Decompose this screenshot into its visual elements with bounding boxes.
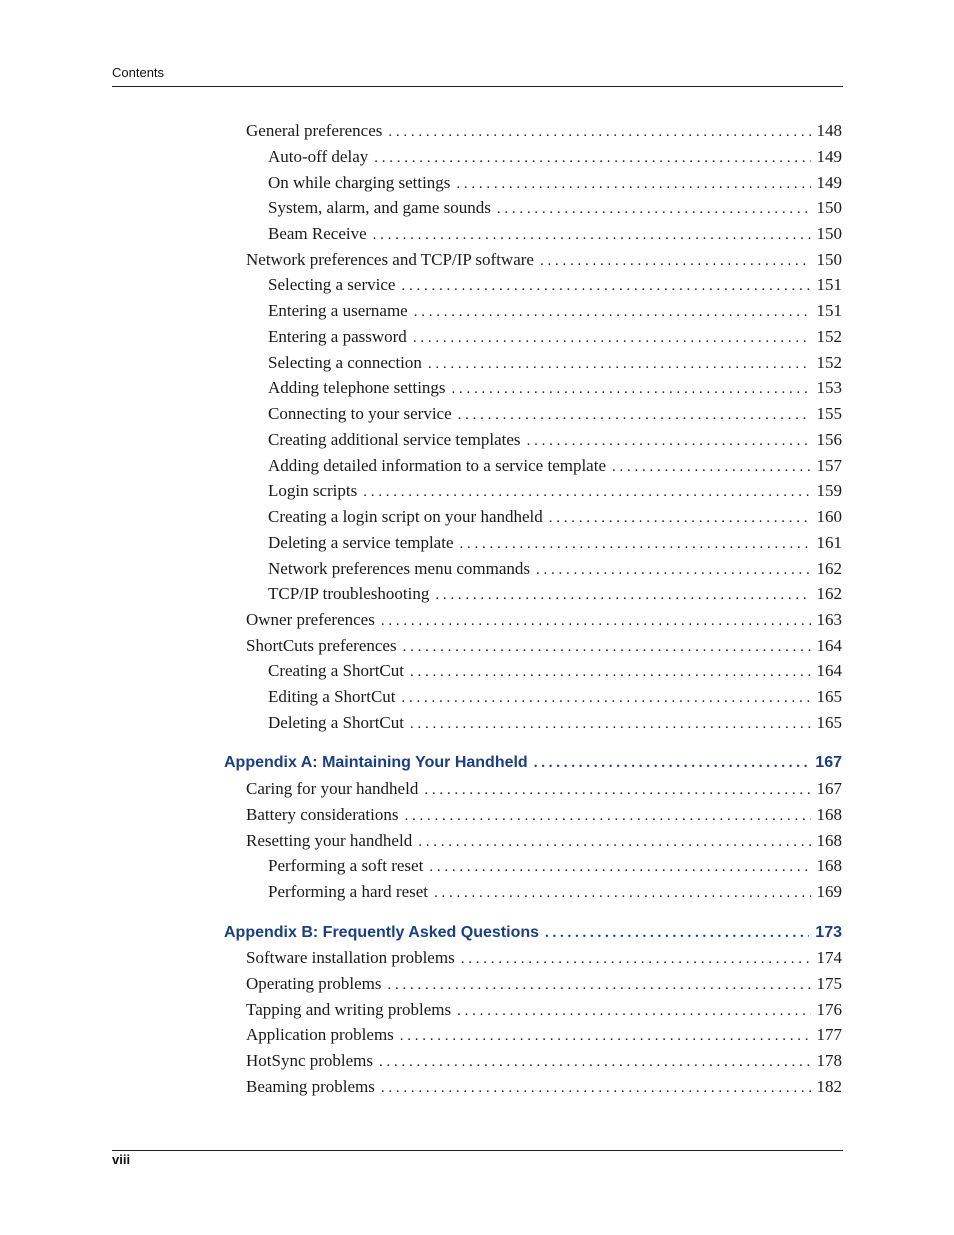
toc-entry[interactable] <box>268 403 842 425</box>
dot-leader <box>456 173 810 195</box>
toc-entry[interactable] <box>246 635 842 657</box>
dot-leader <box>434 882 810 904</box>
toc-entry[interactable] <box>268 686 842 708</box>
dot-leader <box>414 301 811 323</box>
dot-leader <box>401 275 810 297</box>
toc-entry-title: Caring for your handheld <box>246 779 419 798</box>
toc-entry-title: Appendix A: Maintaining Your Handheld <box>224 754 528 771</box>
toc-entry-title: Network preferences and TCP/IP software <box>246 250 534 269</box>
dot-leader <box>418 831 810 853</box>
toc-entry-page: 168 <box>816 831 842 850</box>
toc-entry-title: System, alarm, and game sounds <box>268 198 491 217</box>
dot-leader <box>403 636 811 658</box>
toc-entry-title: Appendix B: Frequently Asked Questions <box>224 924 540 941</box>
toc-entry-title: Selecting a service <box>268 275 396 294</box>
toc-entry-title: Auto-off delay <box>268 147 369 166</box>
toc-entry[interactable] <box>246 947 842 969</box>
dot-leader <box>363 481 810 503</box>
toc-entry-page: 165 <box>816 687 842 706</box>
toc-entry-page: 164 <box>816 661 842 680</box>
toc-entry-page: 162 <box>816 584 842 603</box>
toc-entry-page: 157 <box>816 456 842 475</box>
toc-entry-page: 149 <box>816 173 842 192</box>
toc-entry[interactable] <box>246 1050 842 1072</box>
toc-entry-title: TCP/IP troubleshooting <box>268 584 430 603</box>
toc-entry-page: 176 <box>816 1000 842 1019</box>
toc-entry[interactable] <box>246 973 842 995</box>
dot-leader <box>410 713 811 735</box>
toc-entry-title: Creating a ShortCut <box>268 661 404 680</box>
dot-leader <box>381 1077 811 1099</box>
toc-entry[interactable] <box>268 660 842 682</box>
toc-entry-page: 177 <box>816 1025 842 1044</box>
toc-entry-title: Beam Receive <box>268 224 367 243</box>
toc-entry[interactable] <box>268 172 842 194</box>
dot-leader <box>373 224 811 246</box>
toc-entry[interactable] <box>268 274 842 296</box>
toc-appendix-heading[interactable] <box>224 922 842 944</box>
toc-entry-page: 161 <box>816 533 842 552</box>
toc-entry[interactable] <box>246 830 842 852</box>
dot-leader <box>435 584 810 606</box>
toc-entry-title: Deleting a ShortCut <box>268 713 404 732</box>
toc-entry[interactable] <box>246 778 842 800</box>
toc-appendix-heading[interactable] <box>224 752 842 774</box>
toc-entry-title: Creating additional service templates <box>268 430 521 449</box>
toc-entry[interactable] <box>268 146 842 168</box>
toc-entry-page: 182 <box>816 1077 842 1096</box>
toc-entry[interactable] <box>268 352 842 374</box>
toc-entry-title: Software installation problems <box>246 948 455 967</box>
toc-entry-page: 150 <box>816 224 842 243</box>
toc-entry-page: 169 <box>816 882 842 901</box>
toc-entry-page: 167 <box>816 779 842 798</box>
toc-entry-title: Performing a soft reset <box>268 856 424 875</box>
toc-entry-title: Adding detailed information to a service template <box>268 456 606 475</box>
dot-leader <box>549 507 811 529</box>
toc-entry-title: Resetting your handheld <box>246 831 413 850</box>
toc-entry-page: 167 <box>815 754 842 771</box>
toc-entry[interactable] <box>246 1024 842 1046</box>
footer-rule <box>112 1150 843 1151</box>
toc-entry-page: 160 <box>816 507 842 526</box>
toc-entry-page: 156 <box>816 430 842 449</box>
toc-entry-page: 152 <box>816 327 842 346</box>
toc-entry-title: ShortCuts preferences <box>246 636 397 655</box>
toc-entry[interactable] <box>246 999 842 1021</box>
dot-leader <box>410 661 811 683</box>
toc-entry-page: 173 <box>815 924 842 941</box>
toc-entry-page: 165 <box>816 713 842 732</box>
toc-entry[interactable] <box>246 120 842 142</box>
dot-leader <box>379 1051 810 1073</box>
toc-entry[interactable] <box>268 712 842 734</box>
toc-entry-page: 175 <box>816 974 842 993</box>
toc-entry-title: Creating a login script on your handheld <box>268 507 543 526</box>
dot-leader <box>458 404 811 426</box>
dot-leader <box>460 533 811 555</box>
toc-entry[interactable] <box>268 223 842 245</box>
toc-entry-page: 163 <box>816 610 842 629</box>
header-rule <box>112 86 843 87</box>
toc-entry[interactable] <box>268 881 842 903</box>
toc-entry[interactable] <box>268 326 842 348</box>
dot-leader <box>497 198 811 220</box>
toc-entry-title: Adding telephone settings <box>268 378 446 397</box>
toc-entry-page: 151 <box>816 275 842 294</box>
toc-entry-title: Entering a password <box>268 327 407 346</box>
toc-entry-page: 148 <box>816 121 842 140</box>
dot-leader <box>429 856 810 878</box>
dot-leader <box>536 559 811 581</box>
dot-leader <box>527 430 811 452</box>
toc-entry-title: HotSync problems <box>246 1051 374 1070</box>
page-number: viii <box>112 1152 131 1167</box>
toc-entry-page: 168 <box>816 805 842 824</box>
toc-entry-title: Deleting a service template <box>268 533 454 552</box>
dot-leader <box>612 456 811 478</box>
dot-leader <box>400 1025 811 1047</box>
toc-entry-page: 150 <box>816 250 842 269</box>
dot-leader <box>388 121 810 143</box>
toc-entry-page: 164 <box>816 636 842 655</box>
toc-entry[interactable] <box>268 429 842 451</box>
toc-entry[interactable] <box>268 455 842 477</box>
toc-entry[interactable] <box>268 300 842 322</box>
toc-entry-page: 149 <box>816 147 842 166</box>
toc-entry[interactable] <box>246 804 842 826</box>
dot-leader <box>545 922 809 944</box>
toc-entry-title: Application problems <box>246 1025 394 1044</box>
toc-entry-title: Selecting a connection <box>268 353 422 372</box>
dot-leader <box>381 610 811 632</box>
toc-entry-title: Battery considerations <box>246 805 399 824</box>
toc-entry-title: Operating problems <box>246 974 382 993</box>
toc-entry[interactable] <box>246 249 842 271</box>
toc-entry-title: Entering a username <box>268 301 408 320</box>
dot-leader <box>452 378 811 400</box>
toc-entry-page: 155 <box>816 404 842 423</box>
toc-entry[interactable] <box>246 1076 842 1098</box>
dot-leader <box>374 147 810 169</box>
dot-leader <box>534 752 810 774</box>
toc-entry[interactable] <box>268 197 842 219</box>
toc-entry-page: 178 <box>816 1051 842 1070</box>
dot-leader <box>402 687 811 709</box>
toc-entry-title: Editing a ShortCut <box>268 687 396 706</box>
running-header: Contents <box>112 65 165 80</box>
toc-entry[interactable] <box>268 532 842 554</box>
dot-leader <box>540 250 811 272</box>
toc-entry-page: 159 <box>816 481 842 500</box>
toc-entry-title: General preferences <box>246 121 383 140</box>
toc-entry-title: Owner preferences <box>246 610 375 629</box>
toc-entry-page: 152 <box>816 353 842 372</box>
dot-leader <box>428 353 811 375</box>
toc-entry[interactable] <box>268 855 842 877</box>
dot-leader <box>405 805 811 827</box>
toc-entry-title: Tapping and writing problems <box>246 1000 452 1019</box>
toc-entry-title: Login scripts <box>268 481 358 500</box>
dot-leader <box>457 1000 810 1022</box>
toc-entry[interactable] <box>268 583 842 605</box>
toc-entry-page: 150 <box>816 198 842 217</box>
toc-entry-page: 168 <box>816 856 842 875</box>
dot-leader <box>388 974 811 996</box>
dot-leader <box>413 327 811 349</box>
dot-leader <box>461 948 811 970</box>
toc-entry-page: 153 <box>816 378 842 397</box>
toc-entry[interactable] <box>246 609 842 631</box>
toc-entry-title: Network preferences menu commands <box>268 559 530 578</box>
toc-entry[interactable] <box>268 480 842 502</box>
toc-entry-title: Beaming problems <box>246 1077 375 1096</box>
toc-entry[interactable] <box>268 506 842 528</box>
toc-entry-page: 174 <box>816 948 842 967</box>
toc-entry-title: Connecting to your service <box>268 404 452 423</box>
dot-leader <box>424 779 810 801</box>
toc-entry-page: 151 <box>816 301 842 320</box>
toc-entry[interactable] <box>268 377 842 399</box>
toc-entry[interactable] <box>268 558 842 580</box>
toc-entry-page: 162 <box>816 559 842 578</box>
toc-entry-title: On while charging settings <box>268 173 451 192</box>
toc-entry-title: Performing a hard reset <box>268 882 429 901</box>
